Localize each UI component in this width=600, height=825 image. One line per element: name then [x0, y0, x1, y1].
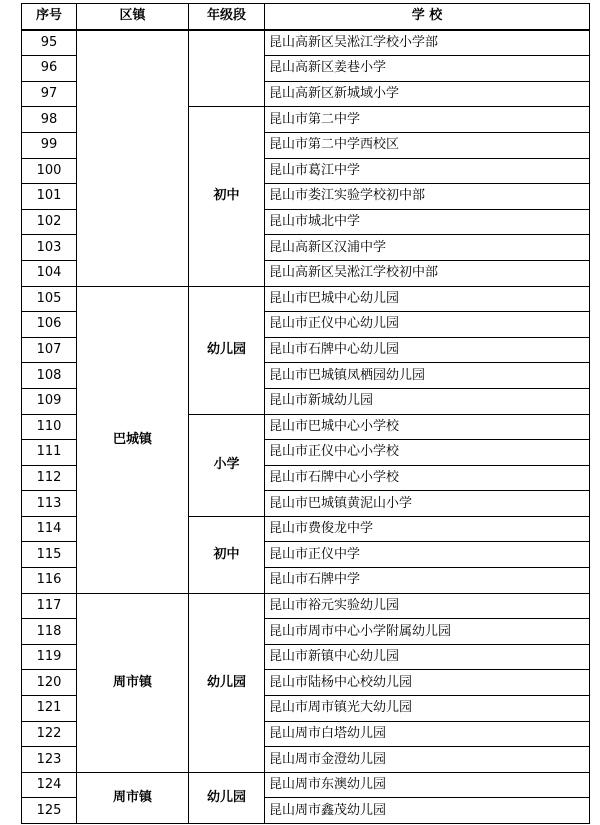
- row-number: 107: [22, 337, 77, 363]
- row-number: 103: [22, 235, 77, 261]
- row-number: 120: [22, 670, 77, 696]
- school-name: 昆山市裕元实验幼儿园: [265, 593, 590, 619]
- district-cell: 巴城镇: [77, 286, 189, 593]
- table-row: [22, 30, 590, 56]
- school-name: 昆山市巴城镇黄泥山小学: [265, 491, 590, 517]
- row-number: 121: [22, 696, 77, 722]
- grade-cell: 初中: [189, 107, 265, 286]
- header-district: 区镇: [77, 4, 189, 30]
- district-cell: 周市镇: [77, 772, 189, 823]
- grade-cell: 幼儿园: [189, 593, 265, 772]
- school-name: 昆山高新区吴淞江学校小学部: [265, 30, 590, 56]
- row-number: 119: [22, 644, 77, 670]
- school-name: 昆山市第二中学西校区: [265, 132, 590, 158]
- district-cell-blank: [77, 30, 189, 286]
- school-name: 昆山市巴城镇凤栖园幼儿园: [265, 363, 590, 389]
- row-number: 105: [22, 286, 77, 312]
- school-name: 昆山市正仪中心小学校: [265, 440, 590, 466]
- row-number: 117: [22, 593, 77, 619]
- row-number: 96: [22, 56, 77, 82]
- table-row: [22, 286, 590, 312]
- school-name: 昆山市巴城中心小学校: [265, 414, 590, 440]
- school-name: 昆山周市白塔幼儿园: [265, 721, 590, 747]
- school-name: 昆山市新城幼儿园: [265, 388, 590, 414]
- row-number: 97: [22, 81, 77, 107]
- row-number: 108: [22, 363, 77, 389]
- school-name: 昆山市城北中学: [265, 209, 590, 235]
- row-number: 112: [22, 465, 77, 491]
- row-number: 106: [22, 312, 77, 338]
- row-number: 110: [22, 414, 77, 440]
- school-name: 昆山市石牌中心幼儿园: [265, 337, 590, 363]
- header-row: [22, 4, 590, 30]
- school-name: 昆山周市金澄幼儿园: [265, 747, 590, 773]
- row-number: 99: [22, 132, 77, 158]
- row-number: 102: [22, 209, 77, 235]
- row-number: 109: [22, 388, 77, 414]
- school-name: 昆山高新区姜巷小学: [265, 56, 590, 82]
- row-number: 116: [22, 568, 77, 594]
- grade-cell: 幼儿园: [189, 772, 265, 823]
- row-number: 125: [22, 798, 77, 824]
- row-number: 104: [22, 260, 77, 286]
- school-name: 昆山高新区汉浦中学: [265, 235, 590, 261]
- grade-cell: 幼儿园: [189, 286, 265, 414]
- school-name: 昆山周市鑫茂幼儿园: [265, 798, 590, 824]
- row-number: 118: [22, 619, 77, 645]
- school-list-table: [21, 3, 590, 824]
- school-name: 昆山高新区新城域小学: [265, 81, 590, 107]
- row-number: 100: [22, 158, 77, 184]
- school-name: 昆山市周市中心小学附属幼儿园: [265, 619, 590, 645]
- row-number: 101: [22, 184, 77, 210]
- table-row: [22, 593, 590, 619]
- grade-cell: 小学: [189, 414, 265, 516]
- school-name: 昆山市巴城中心幼儿园: [265, 286, 590, 312]
- row-number: 123: [22, 747, 77, 773]
- grade-cell-blank: [189, 30, 265, 107]
- district-cell: 周市镇: [77, 593, 189, 772]
- school-name: 昆山市石牌中心小学校: [265, 465, 590, 491]
- header-school: 学 校: [265, 4, 590, 30]
- grade-cell: 初中: [189, 516, 265, 593]
- table-row: [22, 772, 590, 798]
- school-name: 昆山市费俊龙中学: [265, 516, 590, 542]
- school-name: 昆山市葛江中学: [265, 158, 590, 184]
- school-name: 昆山市正仪中学: [265, 542, 590, 568]
- school-name: 昆山市陆杨中心校幼儿园: [265, 670, 590, 696]
- row-number: 115: [22, 542, 77, 568]
- school-name: 昆山高新区吴淞江学校初中部: [265, 260, 590, 286]
- row-number: 114: [22, 516, 77, 542]
- row-number: 111: [22, 440, 77, 466]
- row-number: 98: [22, 107, 77, 133]
- school-name: 昆山市娄江实验学校初中部: [265, 184, 590, 210]
- row-number: 95: [22, 30, 77, 56]
- school-name: 昆山周市东澳幼儿园: [265, 772, 590, 798]
- school-name: 昆山市新镇中心幼儿园: [265, 644, 590, 670]
- school-name: 昆山市石牌中学: [265, 568, 590, 594]
- row-number: 113: [22, 491, 77, 517]
- row-number: 122: [22, 721, 77, 747]
- row-number: 124: [22, 772, 77, 798]
- school-name: 昆山市第二中学: [265, 107, 590, 133]
- school-name: 昆山市正仪中心幼儿园: [265, 312, 590, 338]
- school-name: 昆山市周市镇光大幼儿园: [265, 696, 590, 722]
- header-grade: 年级段: [189, 4, 265, 30]
- header-seq: 序号: [22, 4, 77, 30]
